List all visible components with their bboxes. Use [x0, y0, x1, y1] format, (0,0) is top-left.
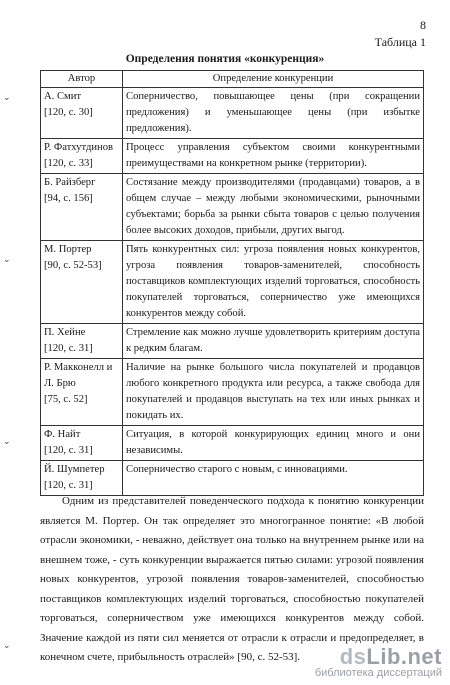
author-name: Ф. Найт	[44, 429, 81, 440]
author-name: Р. Макконелл и Л. Брю	[44, 362, 113, 389]
author-reference: [90, с. 52-53]	[44, 260, 102, 271]
definition-cell: Стремление как можно лучше удовлетворить критериям доступа к редким благам.	[123, 324, 424, 359]
author-cell	[41, 359, 123, 426]
table-row	[41, 241, 424, 324]
definition-cell: Наличие на рынке большого числа покупателей и продавцов любого конкретного продукта или ресурса, а также свобода для покупателей и продавцов выступать на тех или иных рынках и покидать их.	[123, 359, 424, 426]
header-author: Автор	[41, 71, 123, 88]
author-name: П. Хейне	[44, 327, 86, 338]
definition-cell: Состязание между производителями (продавцами) товаров, а в общем случае – между любыми экономическими, рыночными субъектами; борьба за рынки сбыта товаров с целью получения более высоких доходов, прибыли, других выгод.	[123, 174, 424, 241]
table-row	[41, 139, 424, 174]
author-reference: [120, с. 30]	[44, 107, 93, 118]
author-reference: [75, с. 52]	[44, 394, 88, 405]
author-name: Б. Райзберг	[44, 177, 96, 188]
author-cell	[41, 174, 123, 241]
table-header-row	[41, 71, 424, 88]
author-cell	[41, 324, 123, 359]
definition-cell: Соперничество, повышающее цены (при сокращении предложения) и уменьшающее цены (при избытке предложения).	[123, 88, 424, 139]
page-number: 8	[420, 18, 426, 32]
definition-cell: Соперничество старого с новым, с инновациями.	[123, 461, 424, 496]
author-cell	[41, 241, 123, 324]
definition-cell: Процесс управления субъектом своими конкурентными преимуществами на конкретном рынке (территории).	[123, 139, 424, 174]
author-reference: [120, с. 31]	[44, 445, 93, 456]
margin-mark-icon: ⌄	[3, 436, 11, 446]
author-name: Й. Шумпетер	[44, 464, 105, 475]
table-label: Таблица 1	[374, 35, 426, 49]
margin-mark-icon: ⌄	[3, 640, 11, 650]
watermark-site: Lib.net	[366, 644, 442, 669]
table-row	[41, 324, 424, 359]
author-cell	[41, 426, 123, 461]
margin-mark-icon: ⌄	[3, 92, 11, 102]
table-row	[41, 88, 424, 139]
author-reference: [94, с. 156]	[44, 193, 93, 204]
table-title: Определения понятия «конкуренция»	[125, 53, 325, 65]
author-cell	[41, 139, 123, 174]
watermark-subtitle: библиотека диссертаций	[314, 667, 442, 679]
table-row	[41, 461, 424, 496]
definition-cell: Пять конкурентных сил: угроза появления новых конкурентов, угроза появления товаров-заменителей, способность поставщиков комплектующих изделий торговаться, способность покупателей торговаться, соперничество уже имеющихся конкурентов между собой.	[123, 241, 424, 324]
table-row	[41, 426, 424, 461]
body-paragraph: Одним из представителей поведенческого подхода к понятию конкуренции является М. Портер. Он так определяет это многогранное понятие: «В любой отрасли экономики, - неважно, действует она только на внутреннем рынке или на внешнем тоже, - суть конкуренции выражается пятью силами: угрозой появления новых конкурентов, угрозой появления товаров-заменителей, способностью поставщиков комплектующих изделий торговаться, способностью покупателей торговаться, соперничеством уже имеющихся конкурентов между собой. Значение каждой из пяти сил меняется от отрасли к отрасли и предопределяет, в конечном счете, прибыльность отраслей» [90, с. 52-53].	[40, 495, 424, 663]
header-definition: Определение конкуренции	[123, 71, 424, 88]
author-name: А. Смит	[44, 91, 82, 102]
author-reference: [120, с. 31]	[44, 480, 93, 491]
definition-cell: Ситуация, в которой конкурирующих единиц много и они независимы.	[123, 426, 424, 461]
table-row	[41, 359, 424, 426]
margin-mark-icon: ⌄	[3, 254, 11, 264]
author-cell	[41, 461, 123, 496]
definitions-table	[40, 70, 424, 496]
watermark	[315, 644, 442, 679]
author-cell	[41, 88, 123, 139]
author-name: М. Портер	[44, 244, 92, 255]
author-reference: [120, с. 33]	[44, 158, 93, 169]
author-reference: [120, с. 31]	[44, 343, 93, 354]
author-name: Р. Фатхутдинов	[44, 142, 113, 153]
watermark-prefix: ds	[339, 644, 367, 669]
table-row	[41, 174, 424, 241]
